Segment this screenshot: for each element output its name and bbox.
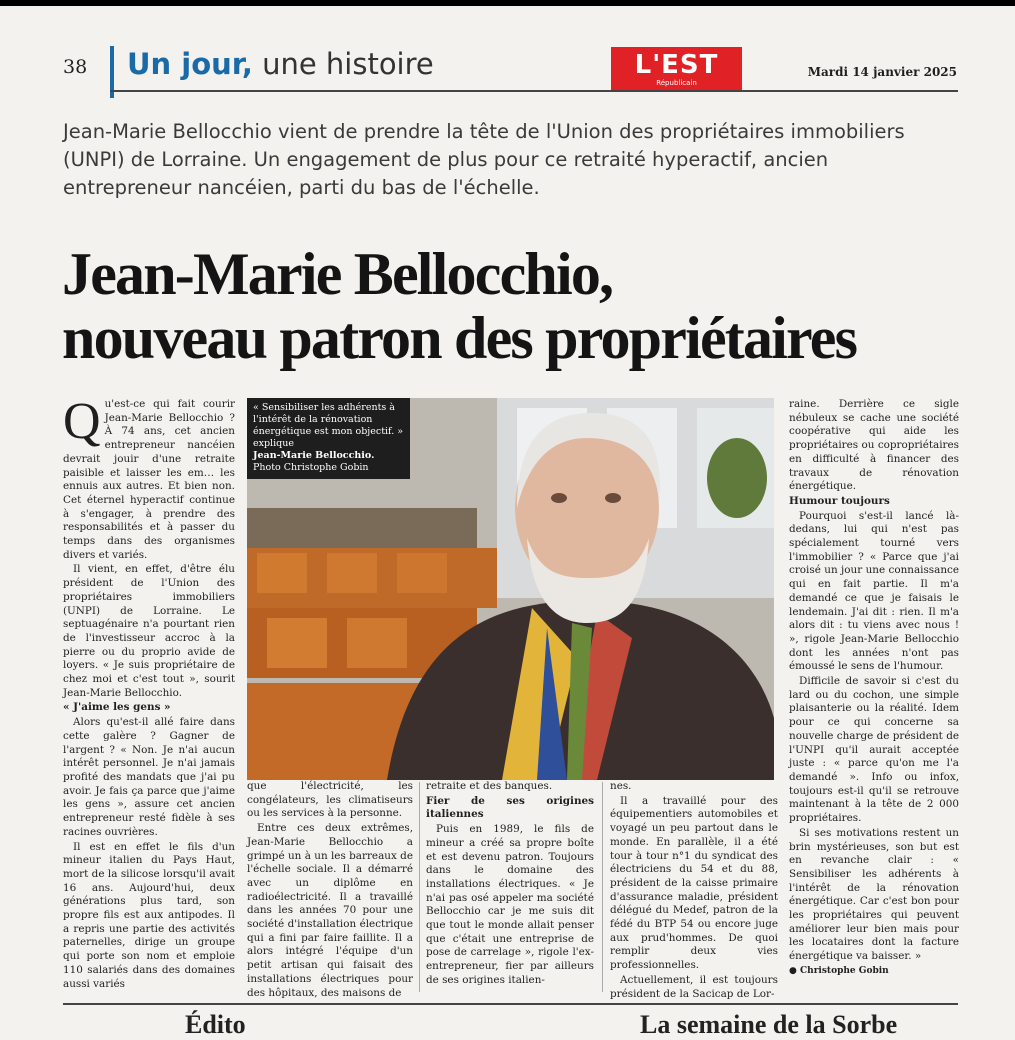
- article-column-4: [610, 780, 778, 1002]
- drop-cap: Q: [63, 393, 101, 450]
- rubric-rest: une histoire: [252, 47, 434, 81]
- page-number: 38: [63, 56, 88, 78]
- paragraph: Puis en 1989, le fils de mineur a créé sa propre boîte et est devenu patron. Toujours dans le domaine des installations électriques. « Je n'ai pas osé appeler ma société Bellocchio car je me suis dit que tout le monde allait penser que c'était une entreprise de pose de carrelage », rigole l'ex-entrepreneur, fier par ailleurs de ses origines italien-: [426, 823, 594, 986]
- article-column-3: [426, 780, 594, 989]
- subheading: « J'aime les gens »: [63, 701, 171, 714]
- caption-quote: « Sensibiliser les adhérents à l'intérêt de la rénovation énergétique est mon objectif. » explique: [253, 402, 404, 449]
- newspaper-logo: [611, 47, 742, 90]
- paragraph: retraite et des banques.: [426, 780, 553, 792]
- column-separator: [602, 782, 603, 992]
- paragraph: Pourquoi s'est-il lancé là-dedans, lui qui n'est pas spécialement tourné vers l'immobilier ? « Parce que j'ai croisé un jour une connaissance qui en fait partie. Il m'a demandé ce que je faisais le lendemain. J'ai dit : rien. Il m'a alors dit : tu viens avec nous ! », rigole Jean-Marie Bellocchio dont les années n'ont pas émoussé le sens de l'humour.: [789, 509, 959, 673]
- logo-text: L'EST: [634, 50, 719, 80]
- subheading: Humour toujours: [789, 494, 890, 507]
- article-intro: Jean-Marie Bellocchio vient de prendre la tête de l'Union des propriétaires immobiliers (UNPI) de Lorraine. Un engagement de plus pour ce retraité hyperactif, ancien entrepreneur nancéien, parti du bas de l'échelle.: [63, 120, 905, 199]
- paragraph: Actuellement, il est toujours président de la Sacicap de Lor-: [610, 973, 778, 1000]
- paragraph: que l'électricité, les congélateurs, les climatiseurs ou les services à la personne.: [247, 780, 413, 820]
- paragraph: raine. Derrière ce sigle nébuleux se cache une société coopérative qui aide les propriétaires ou copropriétaires en difficulté à financer des travaux de rénovation énergétique.: [789, 398, 959, 493]
- caption-credit: Photo Christophe Gobin: [253, 462, 369, 473]
- paragraph: [63, 393, 235, 562]
- article-column-2: [247, 780, 413, 1001]
- caption-person: Jean-Marie Bellocchio.: [253, 450, 375, 461]
- headline-line-2: nouveau patron des propriétaires: [62, 305, 857, 371]
- page-header: [0, 6, 1015, 92]
- logo-subtext: Républicain: [656, 79, 697, 87]
- paragraph: nes.: [610, 780, 632, 792]
- column-separator: [419, 782, 420, 992]
- rubric-title: [127, 47, 434, 81]
- subheading: Fier de ses origines italiennes: [426, 794, 594, 821]
- photo-caption: [247, 398, 410, 479]
- header-rule: [110, 90, 958, 92]
- paragraph: Difficile de savoir si c'est du lard ou du cochon, une simple plaisanterie ou la réalité. Idem pour ce qui concerne sa nouvelle charge de président de l'UNPI qu'il aurait acceptée juste : « parce qu'on me l'a demandé ». Info ou infox, toujours est-il qu'il se retrouve maintenant à la tête de 2 000 propriétaires.: [789, 675, 959, 825]
- paragraph: Il a travaillé pour des équipementiers automobiles et voyagé un peu partout dans le monde. En parallèle, il a été tour à tour n°1 du syndicat des électriciens du 54 et du 88, président de la caisse primaire d'assurance maladie, président délégué du Medef, patron de la fédé du BTP 54 ou encore juge aux prud'hommes. De quoi remplir deux vies professionnelles.: [610, 794, 778, 972]
- paragraph: Si ses motivations restent un brin mystérieuses, son but est en revanche clair : « Sensibiliser les adhérents à l'intérêt de la rénovation énergétique. Car c'est bon pour les propriétaires qui peuvent améliorer leur bien mais pour les locataires dont la facture énergétique va baisser. »: [789, 826, 959, 963]
- headline-line-1: Jean-Marie Bellocchio,: [62, 241, 613, 307]
- article-column-1: [63, 393, 235, 992]
- article-headline: [62, 242, 962, 370]
- author-signature: ● Christophe Gobin: [789, 965, 889, 976]
- paragraph: Entre ces deux extrêmes, Jean-Marie Bellocchio a grimpé un à un les barreaux de l'échelle sociale. Il a démarré avec un diplôme en radioélectricité. Il a travaillé dans les années 70 pour une société d'installation électrique qui a fini par faire faillite. Il a alors intégré l'équipe d'un petit artisan qui faisait des installations électriques pour des hôpitaux, des maisons de: [247, 822, 413, 999]
- teaser-right: La semaine de la Sorbe: [640, 1010, 898, 1039]
- paragraph-text: u'est-ce qui fait courir Jean-Marie Bellocchio ? À 74 ans, cet ancien entrepreneur nancéien devrait jouir d'une retraite paisible et laisser les em… les ennuis aux autres. Et bien non. Cet éternel hyperactif continue à s'engager, à prendre des responsabilités et à passer du temps dans des organismes divers et variés.: [63, 398, 235, 561]
- article-column-5: [789, 398, 959, 980]
- footer-rule: [63, 1003, 958, 1005]
- teaser-left: Édito: [185, 1010, 246, 1039]
- paragraph: Il vient, en effet, d'être élu président de l'Union des propriétaires immobiliers (UNPI) de Lorraine. Le septuagénaire n'a pourtant rien de l'investisseur accroc à la pierre ou du proprio avide de loyers. « Je suis propriétaire de chez moi et c'est tout », sourit Jean-Marie Bellocchio.: [63, 563, 235, 699]
- issue-date: Mardi 14 janvier 2025: [807, 65, 957, 79]
- rubric-main: Un jour,: [127, 47, 253, 81]
- paragraph: Il est en effet le fils d'un mineur italien du Pays Haut, mort de la silicose lorsqu'il avait 16 ans. Aujourd'hui, deux générations plus tard, son propre fils est aux antipodes. Il a repris une partie des activités paternelles, dirige un groupe qui porte son nom et emploie 110 salariés dans des domaines aussi variés: [63, 840, 235, 990]
- paragraph: Alors qu'est-il allé faire dans cette galère ? Gagner de l'argent ? « Non. Je n'ai aucun intérêt personnel. Je n'ai jamais profité des mandats que j'ai pu avoir. Je fais ça parce que j'aime les gens », assure cet ancien entrepreneur resté fidèle à ses racines ouvrières.: [63, 716, 235, 838]
